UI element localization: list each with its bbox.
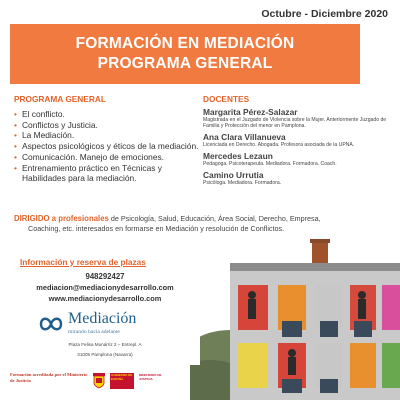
docentes-list bbox=[203, 107, 398, 189]
docente-description: Licenciada en Derecho. Abogada. Profesora asociada de la UPNA. bbox=[203, 142, 355, 149]
program-item: • El conflicto. bbox=[14, 109, 204, 119]
docente-name: Ana Clara Villanueva bbox=[203, 132, 286, 143]
government-logo bbox=[92, 371, 187, 391]
title-banner bbox=[10, 24, 360, 84]
contact-heading: Información y reserva de plazas bbox=[20, 257, 146, 267]
gov-label-2: MINISTERIO DE JUSTICIA bbox=[139, 373, 162, 381]
contact-box bbox=[10, 250, 200, 365]
docente-name: Mercedes Lezaun bbox=[203, 151, 273, 162]
program-item: • Entrenamiento práctico en Técnicas y Habilidades para la mediación. bbox=[14, 163, 204, 183]
contact-website-link[interactable]: www.mediacionydesarrollo.com bbox=[48, 294, 162, 303]
address-line-2: 31005 Pamplona (Navarra) bbox=[77, 352, 133, 357]
target-audience-text: de Psicología, Salud, Educación, Área Social, Derecho, Empresa, bbox=[108, 214, 321, 223]
target-audience-lead: DIRIGIDO a profesionales bbox=[14, 214, 109, 223]
contact-phone[interactable]: 948292427 bbox=[85, 272, 125, 281]
docentes-heading: DOCENTES bbox=[203, 94, 250, 104]
docente-name: Camino Urrutia bbox=[203, 170, 264, 181]
mediacion-logo bbox=[38, 310, 188, 340]
program-item: • Conflictos y Justicia. bbox=[14, 120, 204, 130]
program-item: • Comunicación. Manejo de emociones. bbox=[14, 152, 204, 162]
building-photo bbox=[190, 235, 400, 400]
date-range: Octubre - Diciembre 2020 bbox=[261, 8, 388, 20]
title-line-1: FORMACIÓN EN MEDIACIÓN bbox=[75, 35, 295, 52]
logo-icon bbox=[38, 312, 64, 336]
program-item: • La Mediación. bbox=[14, 130, 204, 140]
program-list bbox=[14, 109, 204, 183]
logo-tagline: mirando hacia adelante bbox=[68, 329, 120, 335]
logo-wordmark: Mediación bbox=[68, 310, 137, 327]
gov-label-1: GOBIERNO DE ESPAÑA bbox=[111, 373, 133, 381]
coat-of-arms-icon bbox=[92, 371, 106, 389]
docente-description: Pedagoga. Psicoterapeuta. Mediadora. Formadora. Coach. bbox=[203, 161, 337, 168]
title-line-2: PROGRAMA GENERAL bbox=[97, 55, 273, 72]
accreditation-note: Formación acreditada por el Ministerio de Justicia bbox=[10, 372, 88, 383]
docente-name: Margarita Pérez-Salazar bbox=[203, 107, 298, 117]
docente-description: Psicóloga. Mediadora. Formadora. bbox=[203, 180, 282, 187]
program-heading: PROGRAMA GENERAL bbox=[14, 94, 106, 104]
address-line-1: Plaza Felisa Munárriz 2 – Entrepl. A bbox=[68, 342, 142, 347]
docente-description: Magistrada en el Juzgado de Violencia sobre la Mujer. Anteriormente Juzgado de Familia y Protección del menor en Pamplona. bbox=[203, 117, 387, 130]
target-audience-text-2: Coaching, etc. interesados en formarse en Mediación y resolución de Conflictos. bbox=[28, 224, 285, 233]
contact-email-link[interactable]: mediacion@mediacionydesarrollo.com bbox=[36, 283, 174, 292]
program-item: • Aspectos psicológicos y éticos de la mediación. bbox=[14, 141, 204, 151]
target-audience bbox=[14, 214, 394, 234]
